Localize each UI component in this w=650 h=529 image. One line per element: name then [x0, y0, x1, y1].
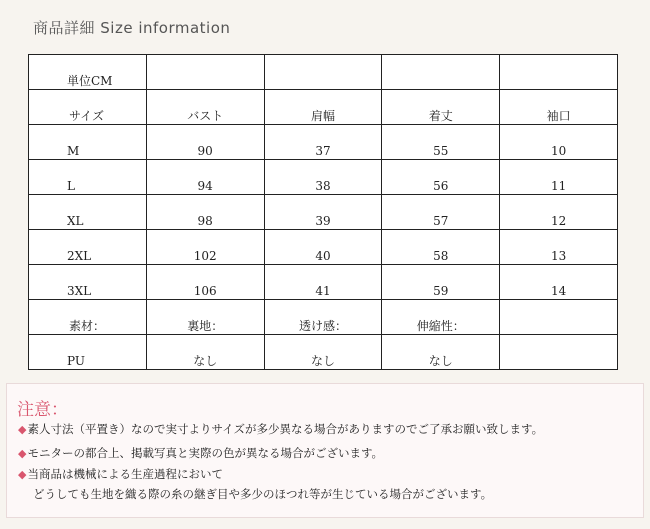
header-cuff: 袖口 [546, 109, 571, 123]
header-bust: バスト [187, 109, 224, 123]
value-cell [500, 265, 618, 300]
length-value: 55 [433, 144, 449, 158]
cuff-value: 10 [550, 144, 567, 158]
table-row [29, 160, 618, 195]
material-header-cell [146, 300, 264, 335]
unit-label: 単位CM [67, 74, 113, 88]
header-shoulder: 肩幅 [310, 109, 335, 123]
value-cell [264, 125, 382, 160]
note-item [18, 445, 383, 461]
value-cell [264, 265, 382, 300]
material-value-cell [382, 335, 500, 370]
size-label: XL [67, 214, 84, 228]
value-cell [382, 265, 500, 300]
note-item [18, 421, 543, 437]
material-value-cell [264, 335, 382, 370]
value-cell [500, 195, 618, 230]
bust-value: 98 [197, 214, 213, 228]
cuff-value: 11 [550, 179, 567, 193]
empty-cell [264, 55, 382, 90]
size-label: 3XL [67, 284, 92, 298]
size-cell [29, 125, 147, 160]
header-length: 着丈 [428, 109, 453, 123]
value-cell [382, 125, 500, 160]
shoulder-value: 41 [315, 284, 331, 298]
table-row [29, 55, 618, 90]
sheerness-value: なし [310, 354, 335, 368]
value-cell [500, 160, 618, 195]
cuff-value: 13 [550, 249, 567, 263]
material-header-cell [382, 300, 500, 335]
section-heading: 商品詳細 Size information [33, 19, 231, 37]
size-cell [29, 230, 147, 265]
value-cell [264, 230, 382, 265]
shoulder-value: 39 [315, 214, 331, 228]
header-cell [500, 90, 618, 125]
header-cell [146, 90, 264, 125]
size-table [28, 54, 618, 370]
material-header-cell [500, 300, 618, 335]
sheerness-label: 透け感： [298, 319, 347, 333]
empty-value [500, 368, 617, 369]
size-label: L [67, 179, 75, 193]
empty-cell [146, 55, 264, 90]
note-text: 当商品は機械による生産過程において [27, 467, 223, 481]
shoulder-value: 40 [315, 249, 331, 263]
value-cell [146, 125, 264, 160]
size-label: M [67, 144, 80, 158]
shoulder-value: 38 [315, 179, 331, 193]
table-header-row [29, 90, 618, 125]
value-cell [500, 230, 618, 265]
lining-label: 裏地： [187, 319, 224, 333]
empty-cell [382, 55, 500, 90]
material-header-cell [264, 300, 382, 335]
material-value-row [29, 335, 618, 370]
diamond-bullet-icon: ◆ [18, 468, 27, 481]
material-value: PU [67, 354, 85, 368]
notes-title: 注意： [17, 400, 68, 420]
note-item [18, 466, 223, 482]
size-cell [29, 265, 147, 300]
header-cell [382, 90, 500, 125]
size-label: 2XL [67, 249, 92, 263]
note-text: 素人寸法（平置き）なので実寸よりサイズが多少異なる場合がありますのでご了承お願い致します。 [27, 422, 544, 436]
value-cell [382, 195, 500, 230]
material-label: 素材： [69, 319, 106, 333]
bust-value: 106 [193, 284, 217, 298]
table-row [29, 230, 618, 265]
bust-value: 90 [197, 144, 213, 158]
value-cell [500, 125, 618, 160]
value-cell [264, 195, 382, 230]
lining-value: なし [193, 354, 218, 368]
note-continuation: どうしても生地を織る際の糸の継ぎ目や多少のほつれ等が生じている場合がございます。 [33, 487, 493, 501]
length-value: 59 [433, 284, 449, 298]
header-cell [29, 90, 147, 125]
bust-value: 94 [197, 179, 213, 193]
unit-cell [29, 55, 147, 90]
table-row [29, 265, 618, 300]
value-cell [146, 265, 264, 300]
material-header-row [29, 300, 618, 335]
value-cell [146, 195, 264, 230]
table-row [29, 125, 618, 160]
length-value: 56 [433, 179, 449, 193]
diamond-bullet-icon: ◆ [18, 447, 27, 460]
note-text: モニターの都合上、掲載写真と実際の色が異なる場合がございます。 [27, 446, 384, 460]
material-value-cell [146, 335, 264, 370]
material-header-cell [29, 300, 147, 335]
value-cell [264, 160, 382, 195]
stretch-label: 伸縮性： [416, 319, 465, 333]
length-value: 57 [433, 214, 449, 228]
bust-value: 102 [193, 249, 217, 263]
table-row [29, 195, 618, 230]
header-size: サイズ [69, 109, 105, 123]
stretch-value: なし [428, 354, 453, 368]
size-cell [29, 195, 147, 230]
header-cell [264, 90, 382, 125]
value-cell [146, 230, 264, 265]
value-cell [382, 160, 500, 195]
notes-panel [6, 383, 644, 518]
diamond-bullet-icon: ◆ [18, 423, 27, 436]
material-value-cell [29, 335, 147, 370]
length-value: 58 [433, 249, 449, 263]
size-cell [29, 160, 147, 195]
empty-cell [500, 55, 618, 90]
value-cell [146, 160, 264, 195]
cuff-value: 12 [550, 214, 567, 228]
shoulder-value: 37 [315, 144, 331, 158]
material-value-cell [500, 335, 618, 370]
value-cell [382, 230, 500, 265]
cuff-value: 14 [550, 284, 567, 298]
